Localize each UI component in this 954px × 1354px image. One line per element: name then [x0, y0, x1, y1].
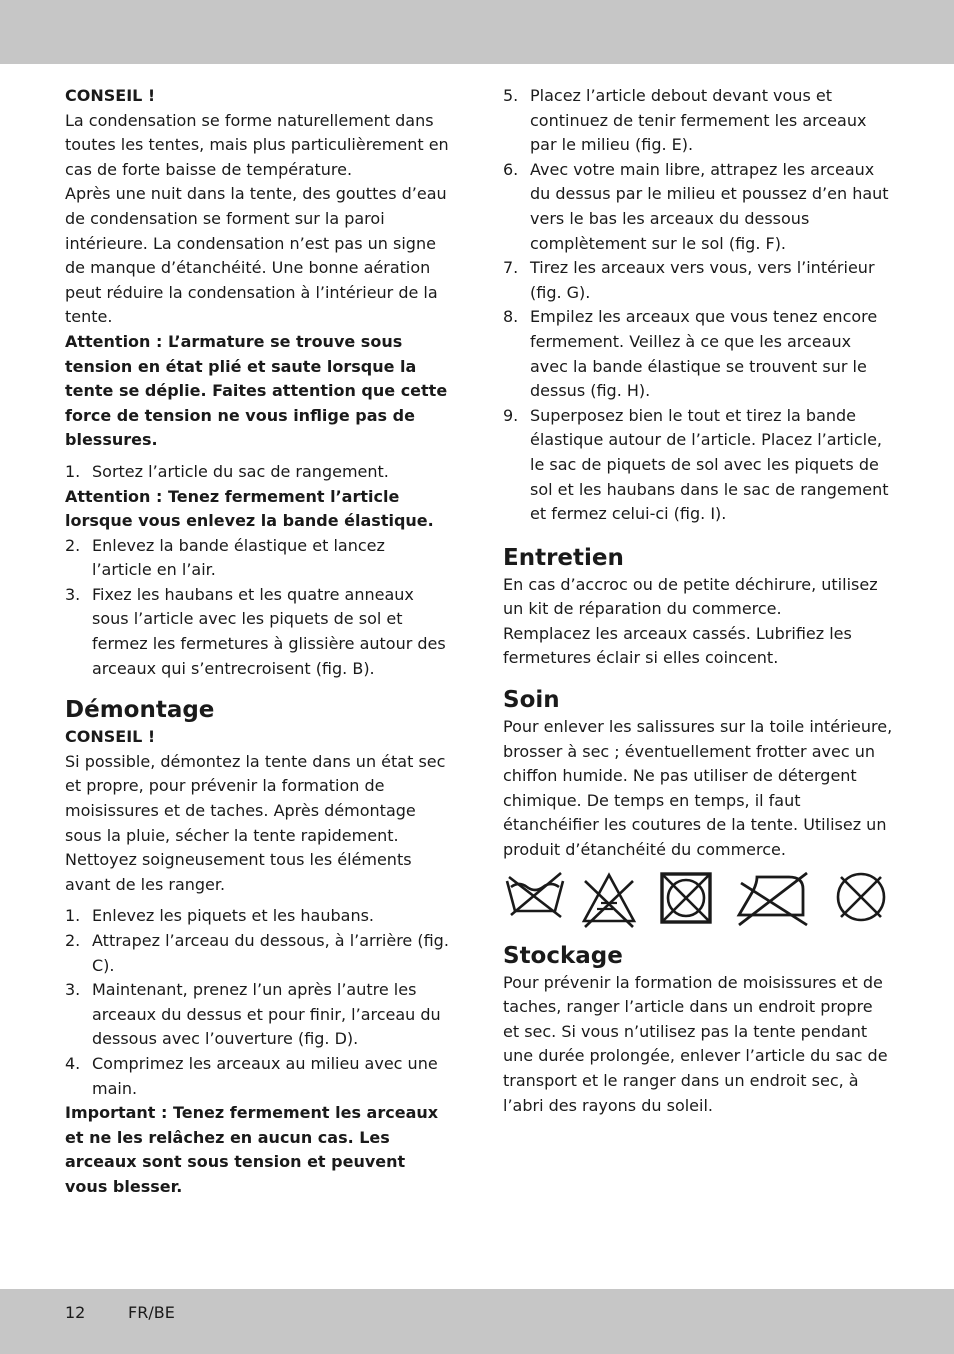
list-item: 2. Attrapez l’arceau du dessous, à l’arrière (fig. C). — [65, 931, 449, 975]
section-heading-demontage: Démontage — [65, 697, 215, 724]
tip-label: CONSEIL ! — [65, 727, 156, 747]
section-heading-stockage: Stockage — [503, 942, 623, 969]
setup-list — [65, 534, 449, 682]
language-code: FR/BE — [128, 1303, 175, 1322]
demontage-list-continued — [503, 84, 893, 527]
header-band — [0, 0, 954, 64]
list-item: 3. Maintenant, prenez l’un après l’autre les arceaux du dessus et pour finir, l’arceau du dessous avec l’ouverture (fig. D). — [65, 980, 441, 1049]
section-heading-soin: Soin — [503, 687, 560, 714]
list-item: 5. Placez l’article debout devant vous et continuez de tenir fermement les arceaux par le milieu (fig. E). — [503, 86, 867, 155]
list-item: 6. Avec votre main libre, attrapez les arceaux du dessus par le milieu et poussez d’en haut vers le bas les arceaux du dessous complètement sur le sol (fig. F). — [503, 159, 889, 253]
no-dry-clean-icon — [833, 869, 889, 925]
list-item: 1. Sortez l’article du sac de rangement. — [65, 461, 389, 481]
warning-text: Attention : L’armature se trouve sous tension en état plié et saute lorsque la tente se déplie. Faites attention que cette force de tension ne vous inflige pas de blessures. — [65, 331, 448, 450]
list-item: 3. Fixez les haubans et les quatre anneaux sous l’article avec les piquets de sol et fermez les fermetures à glissière autour des arceaux qui s’entrecroisent (fig. B). — [65, 584, 446, 678]
list-item: 7. Tirez les arceaux vers vous, vers l’intérieur (fig. G). — [503, 258, 875, 302]
left-column — [65, 84, 449, 1200]
tip-label: CONSEIL ! — [65, 86, 156, 105]
list-item: 1. Enlevez les piquets et les haubans. — [65, 906, 375, 926]
section-heading-entretien: Entretien — [503, 544, 624, 571]
list-item: 2. Enlevez la bande élastique et lancez l’article en l’air. — [65, 535, 385, 580]
list-item: 4. Comprimez les arceaux au milieu avec une main. — [65, 1053, 438, 1098]
right-column — [503, 84, 893, 1118]
tip-text: Après une nuit dans la tente, des gouttes d’eau de condensation se forment sur la paroi intérieure. La condensation n’est pas un signe de manque d’étanchéité. Une bonne aération peut réduire la condensation à l’intérieur de la tente. — [65, 184, 447, 327]
setup-list — [65, 460, 449, 485]
no-bleach-icon — [579, 869, 639, 929]
no-tumble-dry-icon — [657, 869, 715, 927]
page-number: 12 — [65, 1303, 86, 1322]
tip-text: La condensation se forme naturellement dans toutes les tentes, mais plus particulièrement en cas de forte baisse de température. — [65, 110, 449, 179]
entretien-text: En cas d’accroc ou de petite déchirure, utilisez un kit de réparation du commerce. — [503, 574, 878, 619]
demontage-list — [65, 904, 449, 1101]
list-item: 9. Superposez bien le tout et tirez la bande élastique autour de l’article. Placez l’article, le sac de piquets de sol avec les piquets de sol et les haubans dans le sac de rangement et fermez celui-ci (fig. I). — [503, 405, 889, 524]
list-item: 8. Empilez les arceaux que vous tenez encore fermement. Veillez à ce que les arceaux avec la bande élastique se trouvent sur le dessus (fig. H). — [503, 307, 878, 401]
warning-text: Attention : Tenez fermement l’article lorsque vous enlevez la bande élastique. — [65, 486, 434, 531]
stockage-text: Pour prévenir la formation de moisissures et de taches, ranger l’article dans un endroit propre et sec. Si vous n’utilisez pas la tente pendant une durée prolongée, enlever l’article du sac de transport et le ranger dans un endroit sec, à l’abri des rayons du soleil. — [503, 972, 888, 1115]
no-iron-icon — [733, 869, 813, 927]
important-warning: Important : Tenez fermement les arceaux et ne les relâchez en aucun cas. Les arceaux sont sous tension et peuvent vous blesser. — [65, 1103, 439, 1196]
entretien-text: Remplacez les arceaux cassés. Lubrifiez les fermetures éclair si elles coincent. — [503, 623, 852, 668]
hand-wash-icon — [503, 869, 567, 921]
soin-text: Pour enlever les salissures sur la toile intérieure, brosser à sec ; éventuellement frotter avec un chiffon humide. Ne pas utiliser de détergent chimique. De temps en temps, il faut étanchéifier les coutures de la tente. Utilisez un produit d’étanchéité du commerce. — [503, 717, 893, 860]
care-symbols — [503, 869, 893, 931]
tip-text: Si possible, démontez la tente dans un état sec et propre, pour prévenir la formation de moisissures et de taches. Après démontage sous la pluie, sécher la tente rapidement. — [65, 751, 446, 845]
tip-text: Nettoyez soigneusement tous les éléments avant de les ranger. — [65, 850, 412, 894]
